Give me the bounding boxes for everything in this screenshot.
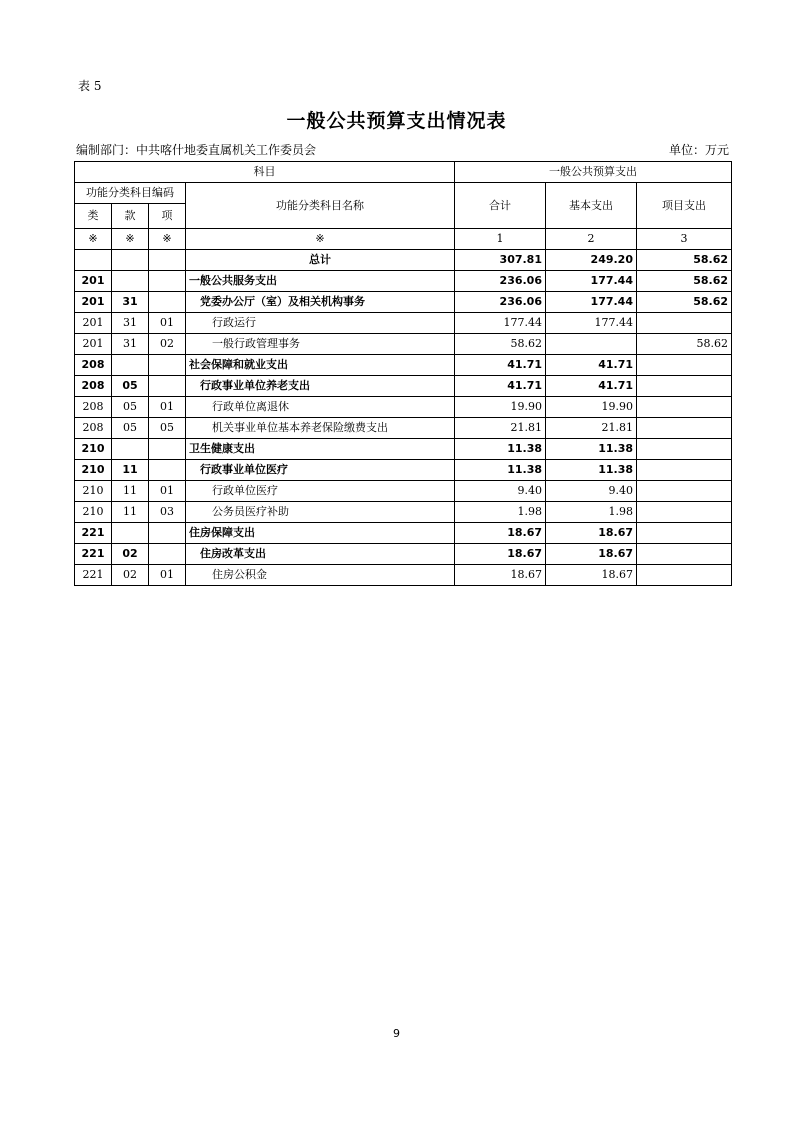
cell-kuan [112,271,149,292]
cell-subject-name: 公务员医疗补助 [186,502,455,523]
cell-basic: 19.90 [546,397,637,418]
cell-xiang [149,376,186,397]
col-index-2: 2 [546,229,637,250]
cell-total: 236.06 [455,271,546,292]
cell-lei: 208 [75,355,112,376]
cell-total: 177.44 [455,313,546,334]
mark-name: ※ [186,229,455,250]
cell-project: 58.62 [637,292,732,313]
cell-subject-name: 行政事业单位养老支出 [186,376,455,397]
table-row [75,439,732,460]
cell-project [637,565,732,586]
cell-xiang [149,439,186,460]
cell-project [637,502,732,523]
cell-xiang [149,523,186,544]
col-index-3: 3 [637,229,732,250]
budget-table [74,161,732,586]
cell-subject-name: 一般行政管理事务 [186,334,455,355]
cell-basic: 177.44 [546,271,637,292]
cell-subject-name: 行政单位医疗 [186,481,455,502]
cell-total: 9.40 [455,481,546,502]
cell-total: 41.71 [455,355,546,376]
cell-basic: 18.67 [546,565,637,586]
cell-project [637,376,732,397]
cell-xiang: 02 [149,334,186,355]
cell-lei [75,250,112,271]
cell-basic: 21.81 [546,418,637,439]
cell-subject-name: 行政单位离退休 [186,397,455,418]
cell-total: 18.67 [455,565,546,586]
cell-basic: 11.38 [546,460,637,481]
cell-subject-name: 住房保障支出 [186,523,455,544]
department-label: 编制部门：中共喀什地委直属机关工作委员会 [76,143,317,157]
cell-kuan: 31 [112,313,149,334]
cell-xiang: 01 [149,481,186,502]
page-number: 9 [393,1027,400,1040]
header-basic: 基本支出 [546,183,637,229]
table-row [75,460,732,481]
cell-lei: 201 [75,292,112,313]
cell-lei: 210 [75,439,112,460]
cell-lei: 221 [75,544,112,565]
header-row-1 [75,162,732,183]
cell-total: 21.81 [455,418,546,439]
cell-project [637,397,732,418]
cell-kuan: 05 [112,397,149,418]
cell-xiang [149,460,186,481]
cell-kuan: 11 [112,460,149,481]
cell-subject-name: 住房公积金 [186,565,455,586]
table-row [75,523,732,544]
cell-total: 307.81 [455,250,546,271]
cell-total: 11.38 [455,460,546,481]
cell-basic: 177.44 [546,292,637,313]
cell-lei: 208 [75,397,112,418]
cell-project: 58.62 [637,250,732,271]
cell-lei: 210 [75,502,112,523]
cell-total: 18.67 [455,544,546,565]
cell-basic: 11.38 [546,439,637,460]
cell-project [637,418,732,439]
cell-kuan: 05 [112,418,149,439]
cell-kuan: 11 [112,481,149,502]
header-lei: 类 [75,204,112,229]
cell-kuan [112,523,149,544]
cell-basic: 177.44 [546,313,637,334]
header-row-2 [75,183,732,204]
cell-total: 236.06 [455,292,546,313]
cell-xiang [149,271,186,292]
mark-kuan: ※ [112,229,149,250]
cell-xiang [149,250,186,271]
cell-total: 41.71 [455,376,546,397]
cell-xiang [149,292,186,313]
cell-project: 58.62 [637,334,732,355]
cell-lei: 210 [75,481,112,502]
cell-basic: 18.67 [546,544,637,565]
cell-kuan: 31 [112,292,149,313]
cell-basic: 18.67 [546,523,637,544]
cell-basic: 9.40 [546,481,637,502]
cell-lei: 201 [75,313,112,334]
mark-lei: ※ [75,229,112,250]
cell-basic [546,334,637,355]
header-budget-group: 一般公共预算支出 [455,162,732,183]
table-row [75,292,732,313]
table-row [75,418,732,439]
table-row [75,565,732,586]
header-subject: 科目 [75,162,455,183]
cell-lei: 208 [75,418,112,439]
header-xiang: 项 [149,204,186,229]
cell-total: 58.62 [455,334,546,355]
cell-lei: 221 [75,565,112,586]
cell-total: 19.90 [455,397,546,418]
cell-basic: 41.71 [546,376,637,397]
table-row [75,481,732,502]
cell-subject-name: 一般公共服务支出 [186,271,455,292]
col-index-1: 1 [455,229,546,250]
cell-lei: 201 [75,271,112,292]
header-total: 合计 [455,183,546,229]
cell-xiang [149,544,186,565]
cell-project [637,313,732,334]
mark-xiang: ※ [149,229,186,250]
cell-lei: 201 [75,334,112,355]
page-title: 一般公共预算支出情况表 [286,110,507,132]
cell-subject-name: 党委办公厅（室）及相关机构事务 [186,292,455,313]
cell-basic: 1.98 [546,502,637,523]
cell-kuan: 11 [112,502,149,523]
cell-kuan [112,355,149,376]
cell-xiang: 01 [149,313,186,334]
header-name: 功能分类科目名称 [186,183,455,229]
cell-subject-name: 总计 [186,250,455,271]
header-project: 项目支出 [637,183,732,229]
cell-lei: 221 [75,523,112,544]
table-number: 表 5 [78,79,102,93]
header-row-4 [75,229,732,250]
table-row [75,334,732,355]
cell-kuan [112,250,149,271]
cell-total: 18.67 [455,523,546,544]
cell-kuan: 02 [112,565,149,586]
unit-label: 单位：万元 [668,143,729,157]
cell-subject-name: 行政运行 [186,313,455,334]
cell-project [637,460,732,481]
cell-project [637,544,732,565]
cell-subject-name: 住房改革支出 [186,544,455,565]
table-row [75,397,732,418]
cell-subject-name: 机关事业单位基本养老保险缴费支出 [186,418,455,439]
cell-kuan [112,439,149,460]
cell-total: 11.38 [455,439,546,460]
header-code-group: 功能分类科目编码 [75,183,186,204]
cell-xiang: 01 [149,565,186,586]
cell-project [637,355,732,376]
cell-subject-name: 卫生健康支出 [186,439,455,460]
cell-lei: 208 [75,376,112,397]
table-row [75,355,732,376]
cell-subject-name: 社会保障和就业支出 [186,355,455,376]
table-row [75,313,732,334]
table-row [75,502,732,523]
cell-kuan: 02 [112,544,149,565]
cell-lei: 210 [75,460,112,481]
cell-xiang: 05 [149,418,186,439]
table-row [75,271,732,292]
cell-project [637,481,732,502]
cell-total: 1.98 [455,502,546,523]
cell-basic: 249.20 [546,250,637,271]
cell-project [637,523,732,544]
cell-kuan: 05 [112,376,149,397]
cell-xiang [149,355,186,376]
cell-project [637,439,732,460]
table-row [75,544,732,565]
table-row [75,250,732,271]
table-row [75,376,732,397]
cell-basic: 41.71 [546,355,637,376]
cell-subject-name: 行政事业单位医疗 [186,460,455,481]
cell-project: 58.62 [637,271,732,292]
cell-xiang: 03 [149,502,186,523]
cell-xiang: 01 [149,397,186,418]
cell-kuan: 31 [112,334,149,355]
header-kuan: 款 [112,204,149,229]
